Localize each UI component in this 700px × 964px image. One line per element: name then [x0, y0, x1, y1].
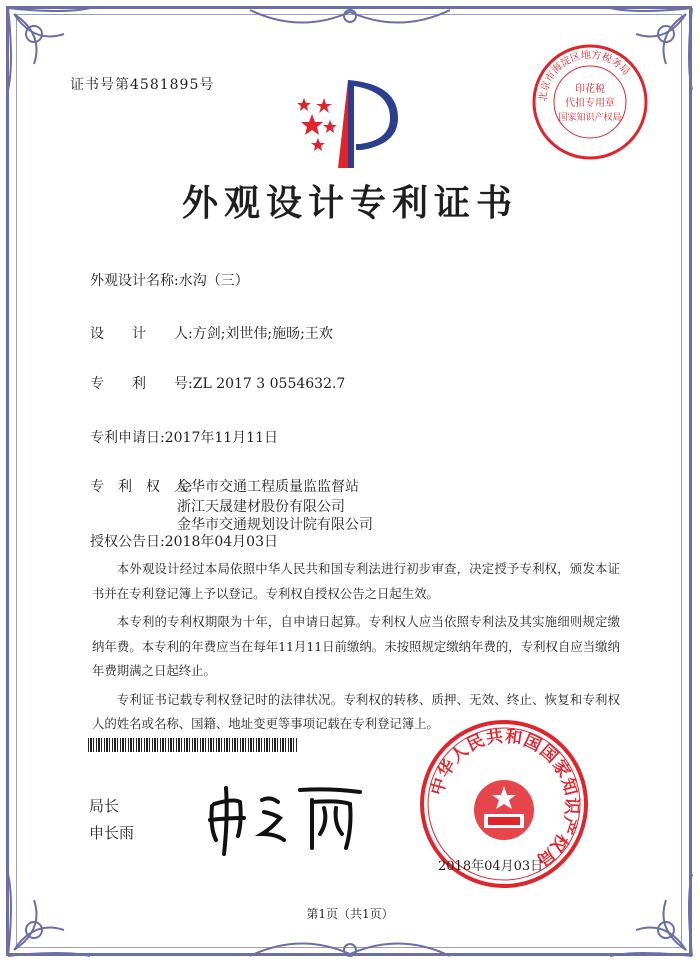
svg-text:中华人民共和国国家知识产权局: 中华人民共和国国家知识产权局	[427, 726, 582, 871]
design-name-row	[90, 270, 249, 290]
grant-date-row	[90, 531, 278, 551]
certificate-title: 外观设计专利证书	[181, 182, 518, 224]
design-name-label: 外观设计名称:	[90, 273, 179, 289]
page-number: 第1页（共1页）	[306, 907, 394, 921]
owner-line-3: 金华市交通规划设计院有限公司	[177, 517, 373, 533]
director-name: 申长雨	[89, 824, 135, 842]
patent-number-label: 专 利 号:	[90, 376, 193, 392]
stamp-duty-seal	[530, 42, 650, 162]
director-title: 局长	[89, 797, 120, 815]
patent-number-row	[90, 373, 345, 393]
patent-office-logo-icon	[290, 74, 410, 174]
grant-date-value: 2018年04月03日	[164, 534, 278, 550]
seal-date: 2018年04月03日	[438, 859, 544, 874]
owner-line-1: 金华市交通工程质量监监督站	[177, 479, 359, 495]
filing-date-row	[90, 427, 278, 447]
body-paragraph-2: 本专利的专利权期限为十年，自申请日起算。专利权人应当依照专利法及其实施细则规定缴纳年费。本专利的年费应当在每年11月11日前缴纳。未按照规定缴纳年费的，专利权自应当缴纳年费期满之日起终止。	[92, 614, 620, 678]
designer-value: 方剑;刘世伟;施旸;王欢	[192, 326, 333, 342]
bottom-center-ornament	[250, 928, 450, 962]
designer-row	[90, 323, 333, 343]
director-signature	[200, 778, 370, 858]
grant-date-label: 授权公告日:	[90, 534, 165, 550]
certificate-number: 证书号第4581895号	[70, 77, 215, 93]
svg-text:北京市海淀区地方税务局: 北京市海淀区地方税务局	[537, 49, 632, 103]
designer-label: 设 计 人:	[90, 326, 193, 342]
body-paragraph-3: 专利证书记载专利权登记时的法律状况。专利权的转移、质押、无效、终止、恢复和专利权人的姓名或名称、国籍、地址变更等事项记载在专利登记簿上。	[92, 691, 620, 731]
certificate-body	[92, 557, 620, 741]
owner-line-2: 浙江天晟建材股份有限公司	[177, 499, 345, 515]
svg-text:代扣专用章: 代扣专用章	[565, 98, 615, 109]
top-center-ornament	[250, 4, 450, 38]
barcode	[88, 738, 298, 752]
svg-text:印花税: 印花税	[575, 84, 605, 95]
filing-date-label: 专利申请日:	[90, 430, 165, 446]
design-name-value: 水沟（三）	[178, 273, 249, 289]
owner-label: 专 利 权 人:	[90, 479, 193, 495]
body-paragraph-1: 本外观设计经过本局依照中华人民共和国专利法进行初步审查，决定授予专利权，颁发本证书并在专利登记簿上予以登记。专利权自授权公告之日起生效。	[92, 561, 620, 601]
patent-number-value: ZL 2017 3 0554632.7	[192, 376, 346, 392]
svg-text:国家知识产权局: 国家知识产权局	[558, 113, 622, 123]
filing-date-value: 2017年11月11日	[164, 430, 278, 446]
